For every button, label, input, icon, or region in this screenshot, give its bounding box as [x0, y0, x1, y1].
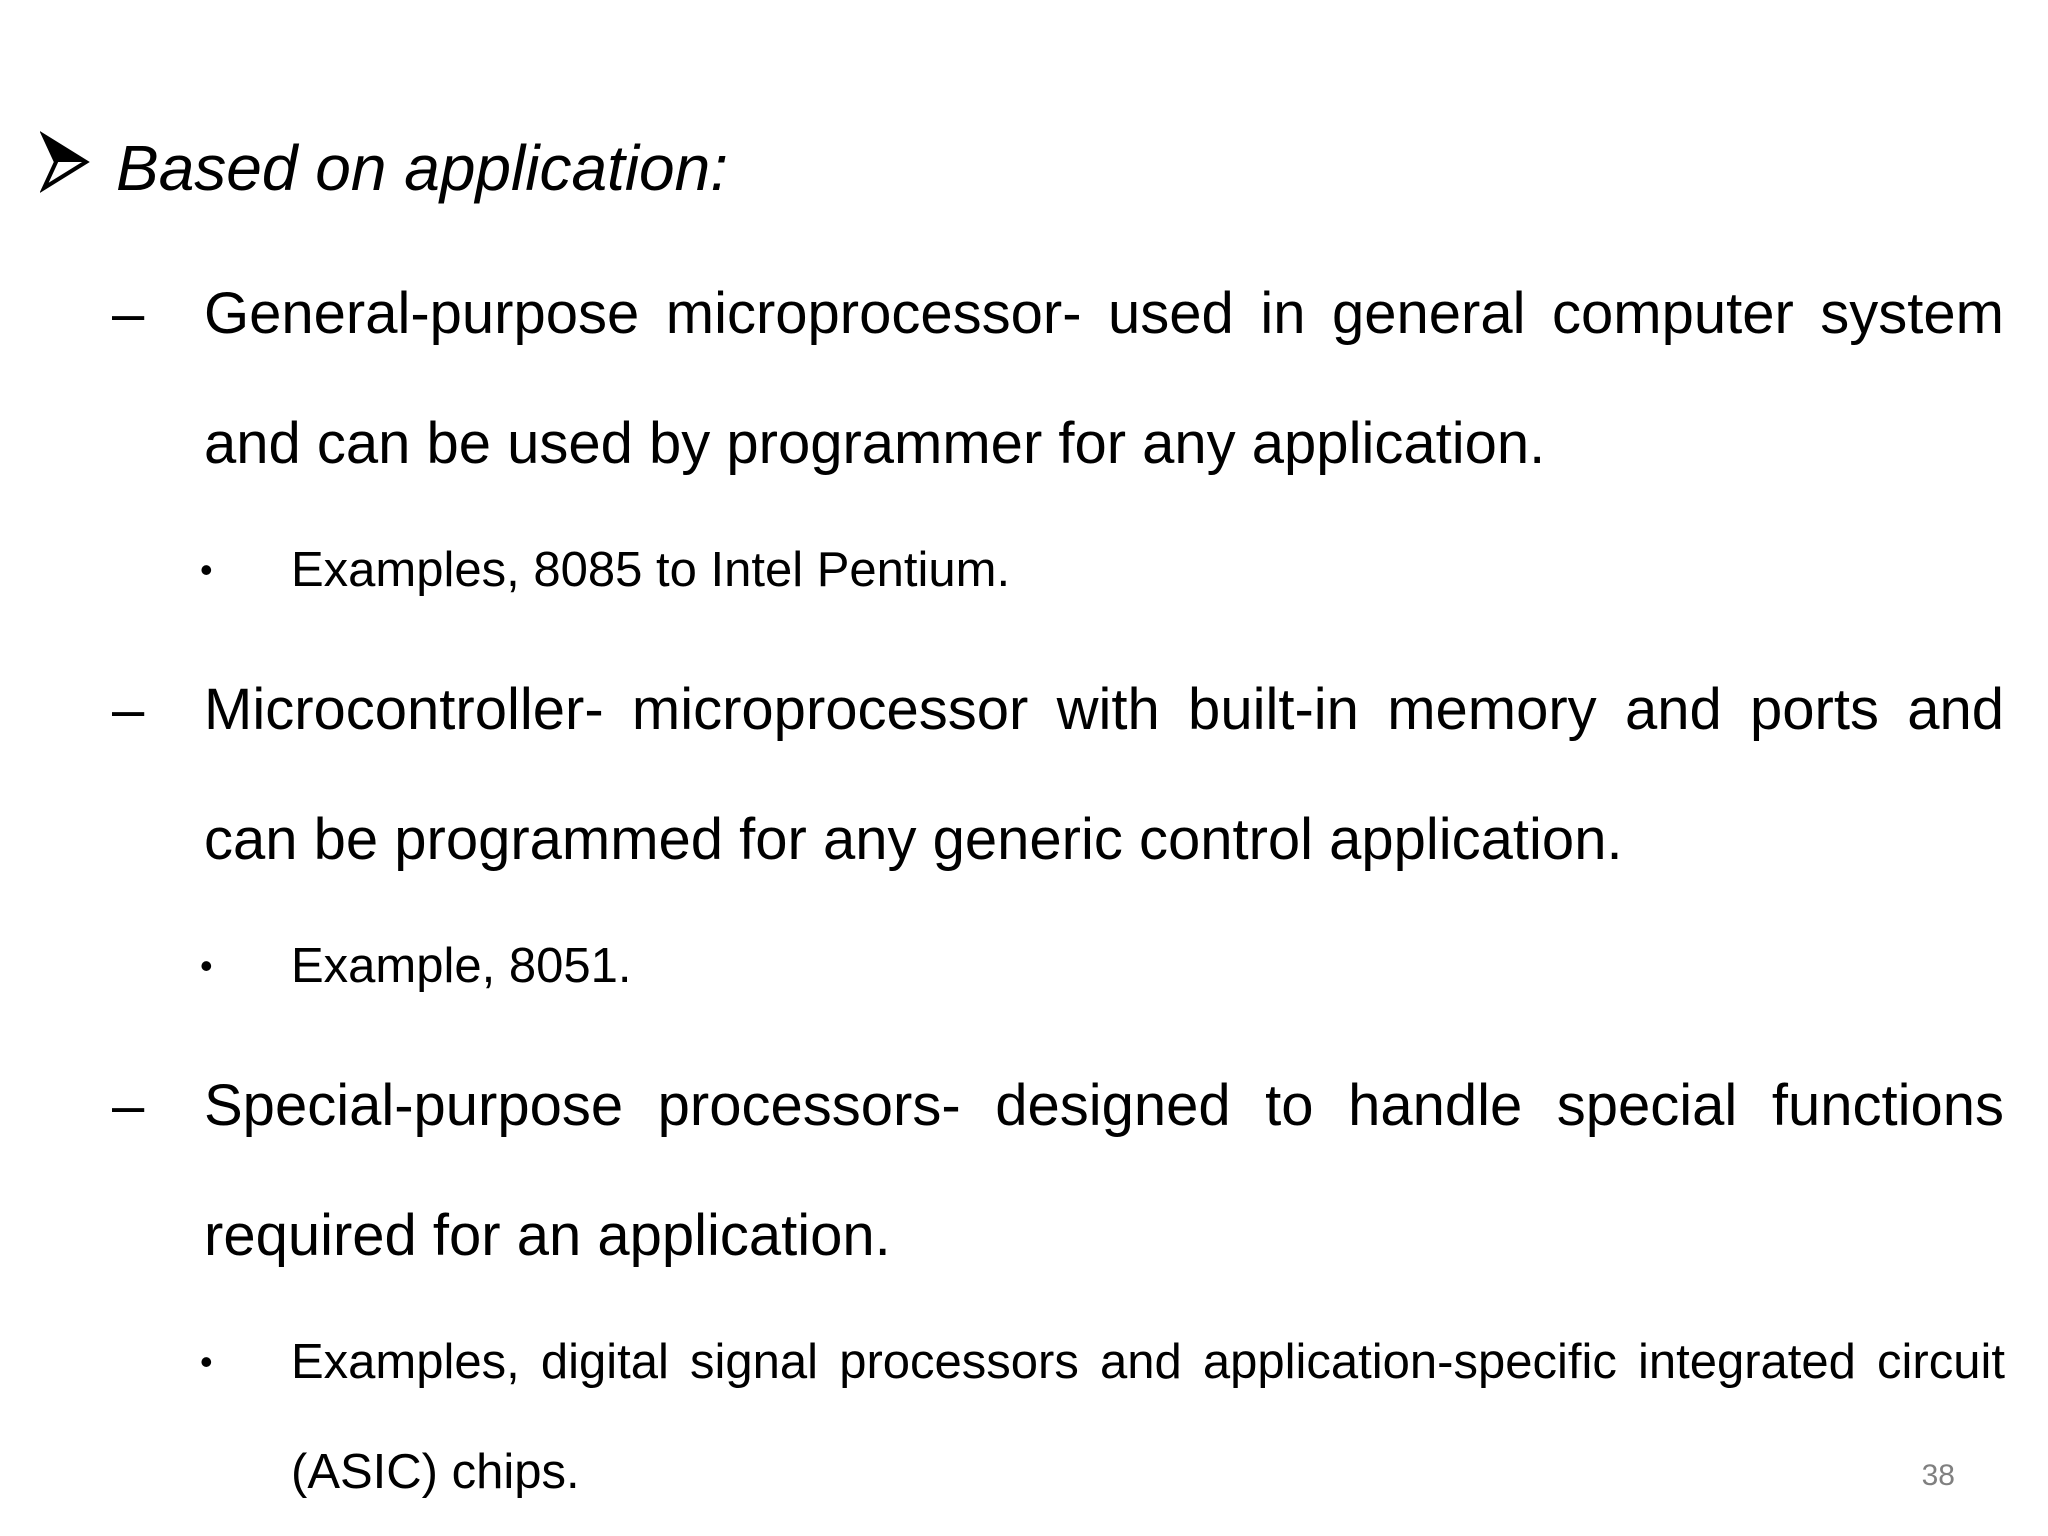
bullet-marker: •: [200, 1341, 213, 1382]
bullet-marker: •: [200, 945, 213, 986]
sub-list-item-text: Example, 8051.: [291, 939, 632, 993]
sub-list-item-text: Examples, 8085 to Intel Pentium.: [291, 543, 1011, 597]
dash-marker: –: [112, 281, 145, 346]
list-item-text: General-purpose microprocessor- used in general computer system and can be used by programmer for any application.: [204, 281, 2004, 476]
arrow-bullet-icon: [40, 130, 90, 194]
sub-list-item-text: Examples, digital signal processors and application-specific integrated circuit (ASIC) chips.: [291, 1335, 2005, 1499]
dash-marker: –: [112, 1073, 145, 1138]
dash-marker: –: [112, 677, 145, 742]
list-item-text: Microcontroller- microprocessor with built-in memory and ports and can be programmed for any generic control application.: [204, 677, 2004, 872]
list-item-text: Special-purpose processors- designed to handle special functions required for an application.: [204, 1073, 2004, 1268]
bullet-marker: •: [200, 549, 213, 590]
slide-heading: [40, 118, 728, 218]
heading-text: Based on application:: [116, 132, 728, 204]
page-number: 38: [1921, 1459, 1955, 1492]
